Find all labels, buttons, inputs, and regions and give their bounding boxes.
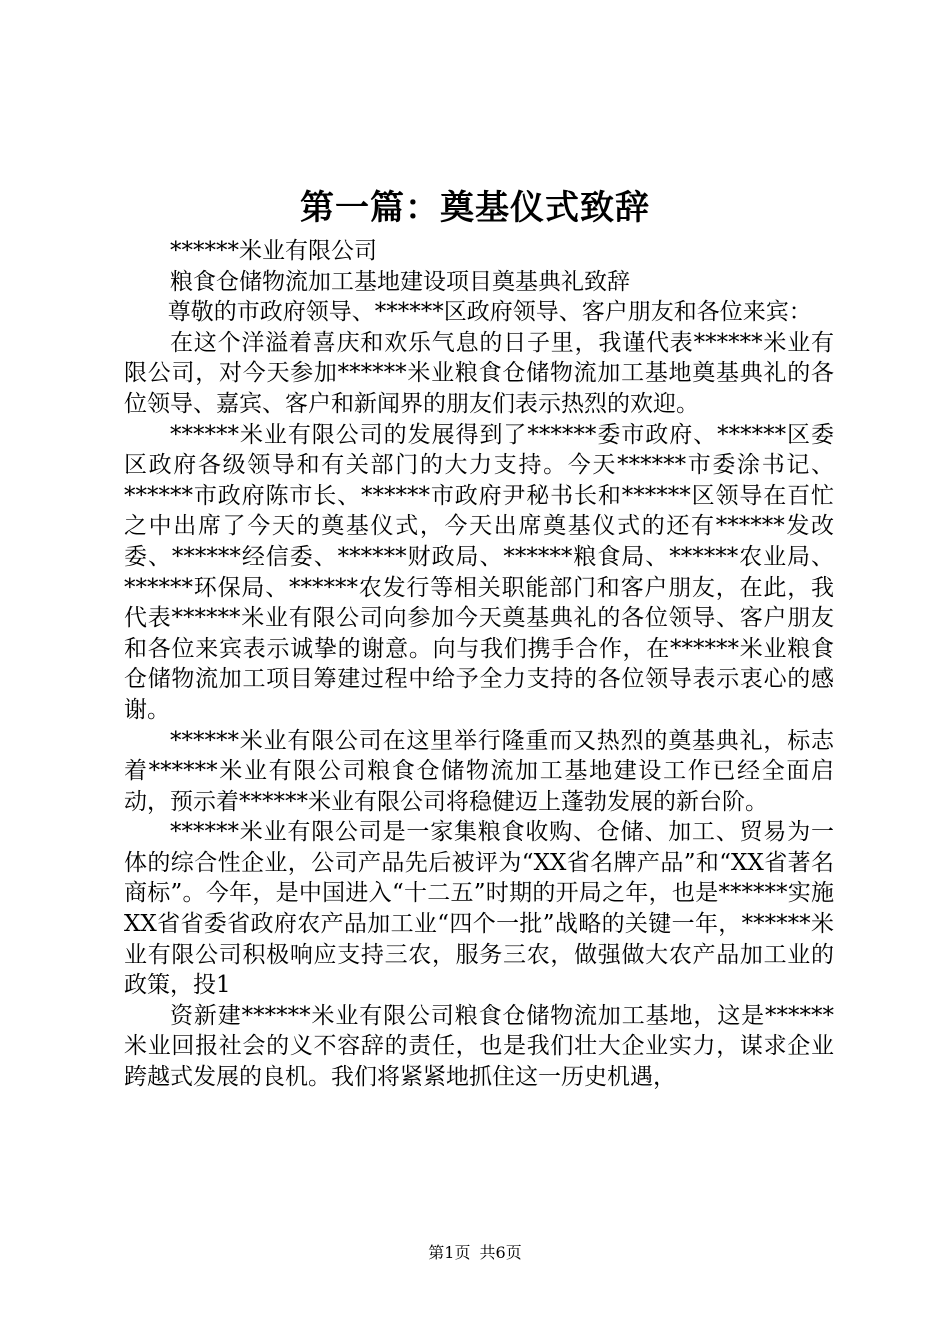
document-title: 第一篇：奠基仪式致辞 [300, 188, 650, 228]
paragraph-welcome: 在这个洋溢着喜庆和欢乐气息的日子里，我谨代表******米业有限公司，对今天参加******米业粮食仓储物流加工基地奠基典礼的各位领导、嘉宾、客户和新闻界的朋友们表示热烈的欢迎。 [124, 329, 834, 417]
paragraph-ceremony: ******米业有限公司在这里举行隆重而又热烈的奠基典礼，标志着******米业有限公司粮食仓储物流加工基地建设工作已经全面启动，预示着******米业有限公司将稳健迈上蓬勃发展的新台阶。 [124, 727, 834, 815]
document-body [124, 236, 834, 1093]
paragraph-speech-heading: 粮食仓储物流加工基地建设项目奠基典礼致辞 [170, 268, 630, 295]
paragraph-investment: 资新建******米业有限公司粮食仓储物流加工基地，这是******米业回报社会的义不容辞的责任，也是我们壮大企业实力，谋求企业跨越式发展的良机。我们将紧紧地抓住这一历史机遇， [124, 1002, 834, 1091]
paragraph-salutation: 尊敬的市政府领导、******区政府领导、客户朋友和各位来宾： [167, 299, 812, 326]
paragraph-company-intro: ******米业有限公司是一家集粮食收购、仓储、加工、贸易为一体的综合性企业，公司产品先后被评为“XX省名牌产品”和“XX省著名商标”。今年，是中国进入“十二五”时期的开局之年，也是******实施XX省省委省政府农产品加工业“四个一批”战略的关键一年，******米业有限公司积极响应支持三农，服务三农，做强做大农产品加工业的政策，投1 [124, 819, 834, 999]
page-number: 第1页 [428, 1243, 471, 1262]
page-total: 共6页 [479, 1243, 522, 1262]
paragraph-thanks: ******米业有限公司的发展得到了******委市政府、******区委区政府各级领导和有关部门的大力支持。今天******市委涂书记、******市政府陈市长、******市政府尹秘书长和******区领导在百忙之中出席了今天的奠基仪式，今天出席奠基仪式的还有******发改委、******经信委、******财政局、******粮食局、******农业局、******环保局、******农发行等相关职能部门和客户朋友，在此，我代表******米业有限公司向参加今天奠基典礼的各位领导、客户朋友和各位来宾表示诚挚的谢意。向与我们携手合作，在******米业粮食仓储物流加工项目筹建过程中给予全力支持的各位领导表示衷心的感谢。 [124, 421, 835, 723]
paragraph-company-name: ******米业有限公司 [170, 238, 377, 264]
page-footer [0, 1243, 950, 1263]
